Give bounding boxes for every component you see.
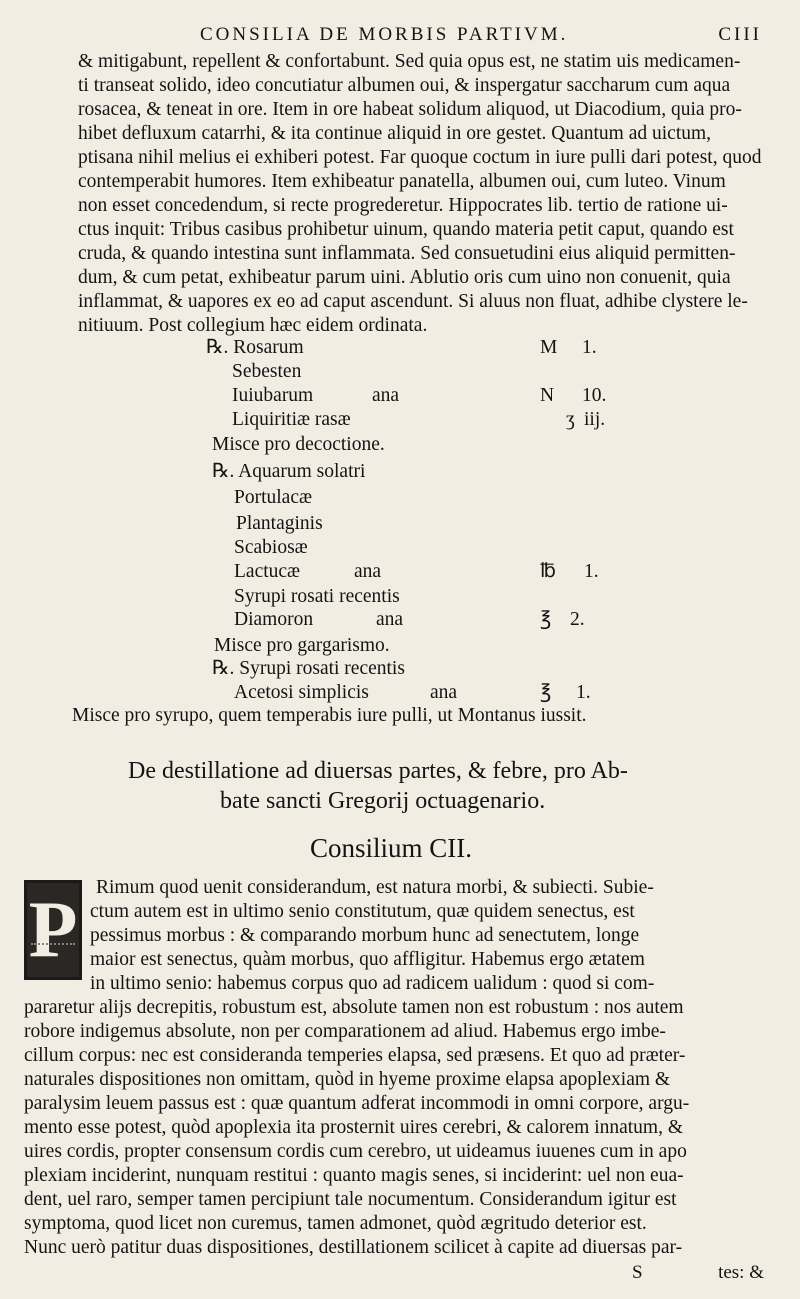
- catchword: tes: &: [718, 1262, 764, 1283]
- running-title: CONSILIA DE MORBIS PARTIVM.: [200, 24, 569, 45]
- recipe-ingredient: Scabiosæ: [234, 537, 308, 558]
- recipe-ana: ana: [376, 609, 404, 630]
- decorated-initial: [24, 880, 82, 980]
- recipe-quantity: iij.: [584, 409, 606, 430]
- text-line: naturales dispositiones non omittam, quòd in hyeme proxime elapsa apoplexiam &: [24, 1069, 671, 1090]
- recipe-instruction: Misce pro gargarismo.: [214, 635, 390, 656]
- text-line: dum, & cum petat, exhibeatur parum uini. Ablutio oris cum uino non conuenit, quia: [78, 267, 731, 288]
- folio-number: CIII: [718, 24, 762, 45]
- section-heading: De destillatione ad diuersas partes, & febre, pro Ab-: [128, 758, 628, 784]
- recipe-ingredient: ℞. Aquarum solatri: [212, 461, 366, 482]
- recipe-quantity: 2.: [570, 609, 585, 630]
- text-line: ctum autem est in ultimo senio constitutum, quæ quidem senectus, est: [90, 901, 635, 922]
- recipe-instruction: Misce pro decoctione.: [212, 434, 385, 455]
- text-line: nitiuum. Post collegium hæc eidem ordinata.: [78, 315, 428, 336]
- text-line: Rimum quod uenit considerandum, est natura morbi, & subiecti. Subie-: [96, 877, 654, 898]
- recipe-ana: ana: [354, 561, 382, 582]
- recipe-unit: N: [540, 385, 555, 406]
- section-heading: bate sancti Gregorij octuagenario.: [220, 788, 546, 814]
- text-line: pararetur alijs decrepitis, robustum est, absolute tamen non est robustum : nos autem: [24, 997, 684, 1018]
- text-line: dent, uel raro, semper tamen percipiunt tale nocumentum. Considerandum igitur est: [24, 1189, 677, 1210]
- text-line: ti transeat solido, ideo concutiatur albumen oui, & inspergatur saccharum cum aqua: [78, 75, 731, 96]
- text-line: inflammat, & uapores ex eo ad caput ascendunt. Si aluus non fluat, adhibe clystere le-: [78, 291, 748, 312]
- recipe-ingredient: Iuiubarum: [232, 385, 314, 406]
- text-line: Nunc uerò patitur duas dispositiones, destillationem scilicet à capite ad diuersas par-: [24, 1237, 683, 1258]
- signature-mark: S: [632, 1262, 643, 1283]
- recipe-ana: ana: [430, 682, 458, 703]
- recipe-ingredient: Sebesten: [232, 361, 302, 382]
- text-line: cruda, & quando intestina sunt inflammata. Sed consuetudini eius aliquid permitten-: [78, 243, 736, 264]
- recipe-unit: ℥: [540, 609, 552, 630]
- text-line: uires cordis, propter consensum cordis cum cerebro, ut uideamus iuuenes cum in apo: [24, 1141, 687, 1162]
- ornament: [31, 943, 75, 975]
- text-line: pessimus morbus : & comparando morbum hunc ad senectutem, longe: [90, 925, 640, 946]
- text-line: mento esse potest, quòd apoplexia ita prosternit uires cerebri, & calorem innatum, &: [24, 1117, 684, 1138]
- recipe-unit: ℔: [540, 561, 556, 582]
- text-line: in ultimo senio: habemus corpus quo ad radicem ualidum : quod si com-: [90, 973, 655, 994]
- text-line: non esset concedendum, si recte progrederetur. Hippocrates lib. tertio de ratione ui-: [78, 195, 728, 216]
- recipe-unit: ℥: [540, 682, 552, 703]
- recipe-ingredient: Acetosi simplicis: [234, 682, 369, 703]
- text-line: rosacea, & teneat in ore. Item in ore habeat solidum aliquod, ut Diacodium, quia pro-: [78, 99, 742, 120]
- recipe-ingredient: Lactucæ: [234, 561, 301, 582]
- initial-letter: P: [28, 886, 78, 974]
- recipe-ingredient: Syrupi rosati recentis: [234, 586, 400, 607]
- recipe-quantity: 1.: [576, 682, 591, 703]
- text-line: symptoma, quod licet non curemus, tamen admonet, quòd ægritudo deterior est.: [24, 1213, 647, 1234]
- recipe-instruction: Misce pro syrupo, quem temperabis iure pulli, ut Montanus iussit.: [72, 705, 587, 726]
- recipe-unit: M: [540, 337, 558, 358]
- text-line: contemperabit humores. Item exhibeatur panatella, albumen oui, cum luteo. Vinum: [78, 171, 726, 192]
- text-line: ptisana nihil melius ei exhiberi potest. Far quoque coctum in iure pulli dari potest, quod: [78, 147, 762, 168]
- text-line: robore indigemus absolute, non per comparationem ad aliud. Habemus ergo imbe-: [24, 1021, 666, 1042]
- recipe-ingredient: Liquiritiæ rasæ: [232, 409, 351, 430]
- recipe-ingredient: Portulacæ: [234, 487, 312, 508]
- recipe-ana: ana: [372, 385, 400, 406]
- recipe-ingredient: ℞. Rosarum: [206, 337, 304, 358]
- recipe-quantity: 1.: [584, 561, 599, 582]
- text-line: paralysim leuem passus est : quæ quantum adferat incommodi in omni corpore, argu-: [24, 1093, 690, 1114]
- consilium-title: Consilium CII.: [310, 833, 473, 863]
- recipe-ingredient: ℞. Syrupi rosati recentis: [212, 658, 405, 679]
- recipe-ingredient: Plantaginis: [236, 513, 323, 534]
- text-line: plexiam inciderint, nunquam restitui : quanto magis senes, si inciderint: uel non eua-: [24, 1165, 684, 1186]
- recipe-quantity: 1.: [582, 337, 597, 358]
- text-line: hibet defluxum catarrhi, & ita continue aliquid in ore gestet. Quantum ad uictum,: [78, 123, 712, 144]
- recipe-quantity: 10.: [582, 385, 607, 406]
- running-header: [190, 20, 770, 50]
- recipe-ingredient: Diamoron: [234, 609, 314, 630]
- text-line: ctus inquit: Tribus casibus prohibetur uinum, quando materia petit caput, quando est: [78, 219, 734, 240]
- text-line: & mitigabunt, repellent & confortabunt. Sed quia opus est, ne statim uis medicamen-: [78, 51, 741, 72]
- text-line: maior est senectus, quàm morbus, quo affligitur. Habemus ergo ætatem: [90, 949, 645, 970]
- text-line: cillum corpus: nec est consideranda temperies elapsa, sed præsens. Et quo ad præter-: [24, 1045, 686, 1066]
- recipe-unit: ʒ: [566, 409, 575, 430]
